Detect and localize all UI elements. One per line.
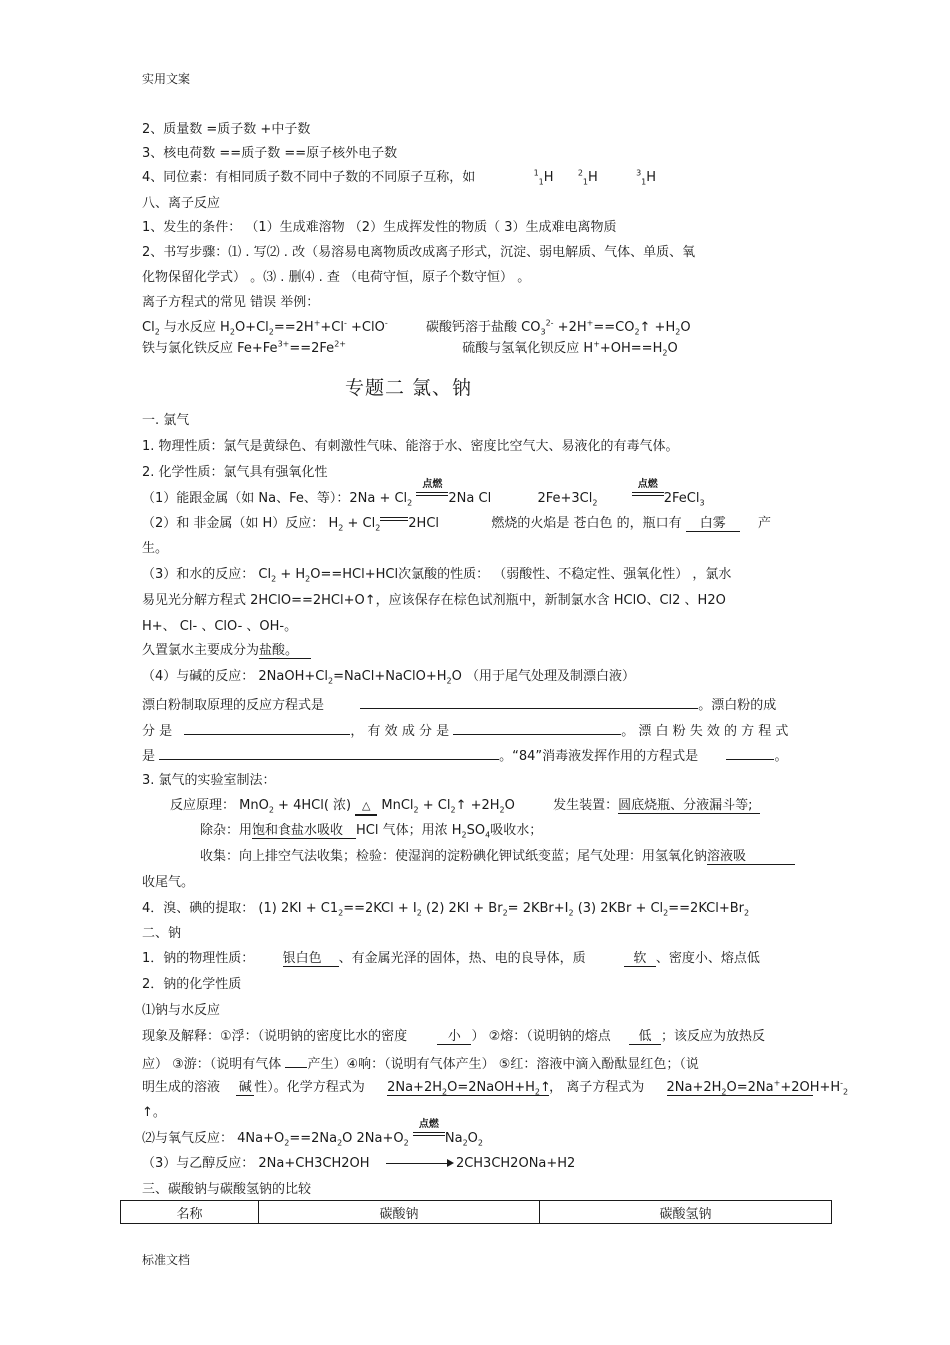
answer-apparatus: 圆底烧瓶、分液漏斗等; — [618, 798, 760, 814]
chlorine-lab-prep: 3. 氯气的实验室制法： — [142, 773, 276, 788]
blank-failure-equation[interactable] — [159, 746, 499, 760]
chlorine-physical: 1. 物理性质：氯气是黄绿色、有刺激性气味、能溶于水、密度比空气大、易液化的有毒气体。 — [142, 439, 679, 454]
heat-triangle-icon: △ — [355, 798, 377, 816]
answer-white-fog: 白雾 — [686, 516, 740, 532]
isotope-h3: H — [646, 170, 657, 185]
blank-bleach-components[interactable] — [184, 721, 350, 735]
chlorine-water-decomp: 易见光分解方程式 2HClO==2HCl+O↑，应该保存在棕色试剂瓶中，新制氯水含 HClO、Cl2 、H2O — [142, 593, 726, 608]
answer-ionic-equation: $2Na+2H_2O=2Na^++2OH+H^-_2$ — [666, 1078, 849, 1097]
line-conditions: 1、发生的条件： （1）生成难溶物 （2）生成挥发性的物质（ 3）生成难电离物质 — [142, 220, 617, 235]
reaction-arrow-icon — [386, 1163, 452, 1165]
section-ion-reaction: 八、离子反应 — [142, 196, 221, 211]
line-cont: 收尾气。 — [142, 875, 195, 890]
sodium-chemical: 2．钠的化学性质 — [142, 977, 242, 992]
answer-chemical-equation: $2Na+2H_2O=2NaOH+H_2↑$ — [387, 1080, 551, 1097]
answer-saturated-brine: 饱和食盐水吸收 — [252, 823, 356, 839]
section-chlorine: 一. 氯气 — [142, 413, 190, 428]
chlorine-with-water: （3）和水的反应： $Cl_2 + H_2O==HCl+HCl$次氯酸的性质： （弱酸性、不稳定性、强氧化性） ，氯水 — [142, 567, 732, 584]
answer-naoh-solution: 溶液吸 — [707, 849, 795, 865]
reaction-principle: 反应原理： MnO$_2$ + 4HCl( 浓) △ MnCl$_2$ + $Cl_2↑ +2H_2O$ 发生装置：圆底烧瓶、分液漏斗等; — [170, 798, 760, 816]
ignite-condition: 点燃 — [413, 1131, 445, 1147]
ignite-condition — [380, 516, 408, 532]
chlorine-with-metal: （1）能跟金属（如 Na、Fe、等）：$2Na + Cl_2$ 点燃 2Na Cl $2Fe+3Cl_2$ 点燃 2FeCl$_3$ — [142, 479, 705, 508]
line-writing-steps: 2、书写步骤：⑴ . 写⑵ . 改（易溶易电离物质改成离子形式，沉淀、弱电解质、气体、单质、氧 — [142, 245, 696, 260]
section-sodium: 二、钠 — [142, 926, 182, 941]
line-isotope: 4、同位素：有相同质子数不同中子数的不同原子互称，如 $^1_1$H $^2_1$H $^3_1$H — [142, 168, 657, 187]
blank-84-equation[interactable] — [726, 746, 774, 760]
table-header-sodium-carbonate: 碳酸钠 — [259, 1201, 540, 1224]
isotope-text: 4、同位素：有相同质子数不同中子数的不同原子互称，如 — [142, 170, 476, 185]
sodium-with-ethanol: （3）与乙醇反应： 2Na+CH3CH2OH 2CH3CH2ONa+H2 — [142, 1156, 576, 1171]
table-header-name: 名称 — [121, 1201, 259, 1224]
page-footer: 标准文档 — [142, 1253, 191, 1267]
blank-gas[interactable] — [285, 1054, 307, 1068]
line-common-errors: 离子方程式的常见 错误 举例： — [142, 295, 320, 310]
chlorine-with-nonmetal: （2）和 非金属（如 H）反应： $H_2 + Cl_2$ 2HCl 燃烧的火焰是 苍白色 的，瓶口有 白雾 产 — [142, 516, 772, 533]
chlorine-with-base: （4）与碱的反应： $2NaOH+Cl_2=NaCl+NaClO+H_2O$ （用于尾气处理及制漂白液） — [142, 669, 635, 686]
answer-soft: 软 — [624, 951, 656, 967]
blank-bleach-equation[interactable] — [360, 695, 698, 709]
blank-effective-component[interactable] — [453, 721, 621, 735]
answer-low: 低 — [629, 1029, 661, 1045]
chlorine-water-ions: H+、 Cl- 、ClO- 、OH-。 — [142, 619, 298, 634]
aged-chlorine-water: 久置氯水主要成分为盐酸。 — [142, 643, 311, 659]
page-title: 专题二 氯、钠 — [345, 377, 473, 399]
collection-method: 收集：向上排空气法收集；检验：使湿润的淀粉碘化钾试纸变蓝；尾气处理：用氢氧化钠溶液吸 — [200, 849, 795, 865]
comparison-table — [120, 1200, 832, 1224]
line-cont: ↑。 — [142, 1105, 166, 1120]
sodium-with-oxygen: ⑵与氧气反应： $4Na+O_2==2Na_2O$ $2Na+O_2$ 点燃 $Na_2O_2$ — [142, 1119, 483, 1148]
page-header: 实用文案 — [142, 72, 191, 86]
line-error-example-1: $Cl_2$ 与水反应 $H_2O+Cl_2==2H^++Cl^- +ClO^-$ 碳酸钙溶于盐酸 $CO_3^{2-}$ $+2H^+==CO_2↑ +H_2O$ — [142, 318, 691, 337]
sodium-phenomena: 现象及解释：①浮：（说明钠的密度比水的密度 小 ） ②熔：（说明钠的熔点 低 ；该反应为放热反 — [142, 1029, 766, 1044]
sodium-with-water: ⑴钠与水反应 — [142, 1003, 221, 1018]
line-mass-number: 2、质量数 =质子数 +中子数 — [142, 122, 311, 137]
line-cont: 生。 — [142, 541, 169, 556]
ignite-condition: 点燃 — [416, 491, 448, 507]
sodium-phenomena-cont: 应） ③游：（说明有气体 产生）④响：（说明有气体产生） ⑤红：溶液中滴入酚酞显红色；（说 — [142, 1054, 699, 1073]
sodium-physical: 1．钠的物理性质： 银白色 、有金属光泽的固体，热、电的良导体，质 软 、密度小、熔点低 — [142, 951, 760, 966]
answer-silver-white: 银白色 — [283, 951, 339, 967]
table-header-sodium-bicarbonate: 碳酸氢钠 — [540, 1201, 832, 1224]
bromine-iodine-extraction: 4．溴、碘的提取： (1) $2KI + C1_2==2KCl + I_2$ (2) $2KI + Br_2= 2KBr+I_2$ (3) $2KBr + Cl_2==2KCl+Br_2$ — [142, 901, 750, 918]
ignite-condition: 点燃 — [632, 491, 664, 507]
chlorine-chemical: 2. 化学性质：氯气具有强氧化性 — [142, 465, 328, 480]
table-row — [121, 1201, 832, 1224]
answer-hydrochloric-acid: 盐酸。 — [259, 643, 311, 659]
line-error-example-2: 铁与氯化铁反应 $Fe+Fe^{3+}==2Fe^{2+}$ 硫酸与氢氧化钡反应 $H^++OH==H_2O$ — [142, 339, 678, 358]
isotope-h2: H — [588, 170, 598, 185]
answer-alkaline: 碱 — [236, 1080, 254, 1096]
bleach-powder-components: 分 是 ， 有 效 成 分 是 。 漂 白 粉 失 效 的 方 程 式 — [142, 721, 788, 740]
impurity-removal: 除杂：用饱和食盐水吸收 HCl 气体；用浓 $H_2SO_4$吸收水； — [200, 823, 543, 840]
isotope-h1: H — [543, 170, 554, 185]
line-nuclear-charge: 3、核电荷数 ==质子数 ==原子核外电子数 — [142, 146, 398, 161]
bleach-powder-principle: 漂白粉制取原理的反应方程式是 。漂白粉的成 — [142, 695, 776, 714]
answer-smaller: 小 — [437, 1029, 471, 1045]
bleach-failure-equation: 是 。“84”消毒液发挥作用的方程式是 。 — [142, 746, 787, 765]
line-writing-steps-cont: 化物保留化学式） 。⑶ . 删⑷ . 查 （电荷守恒，原子个数守恒） 。 — [142, 270, 531, 285]
sodium-equations: 明生成的溶液 碱 性）。化学方程式为 $2Na+2H_2O=2NaOH+H_2↑$， 离子方程式为 $2Na+2H_2O=2Na^++2OH+H^-_2$ — [142, 1078, 849, 1097]
section-carbonate-compare: 三、碳酸钠与碳酸氢钠的比较 — [142, 1182, 312, 1197]
